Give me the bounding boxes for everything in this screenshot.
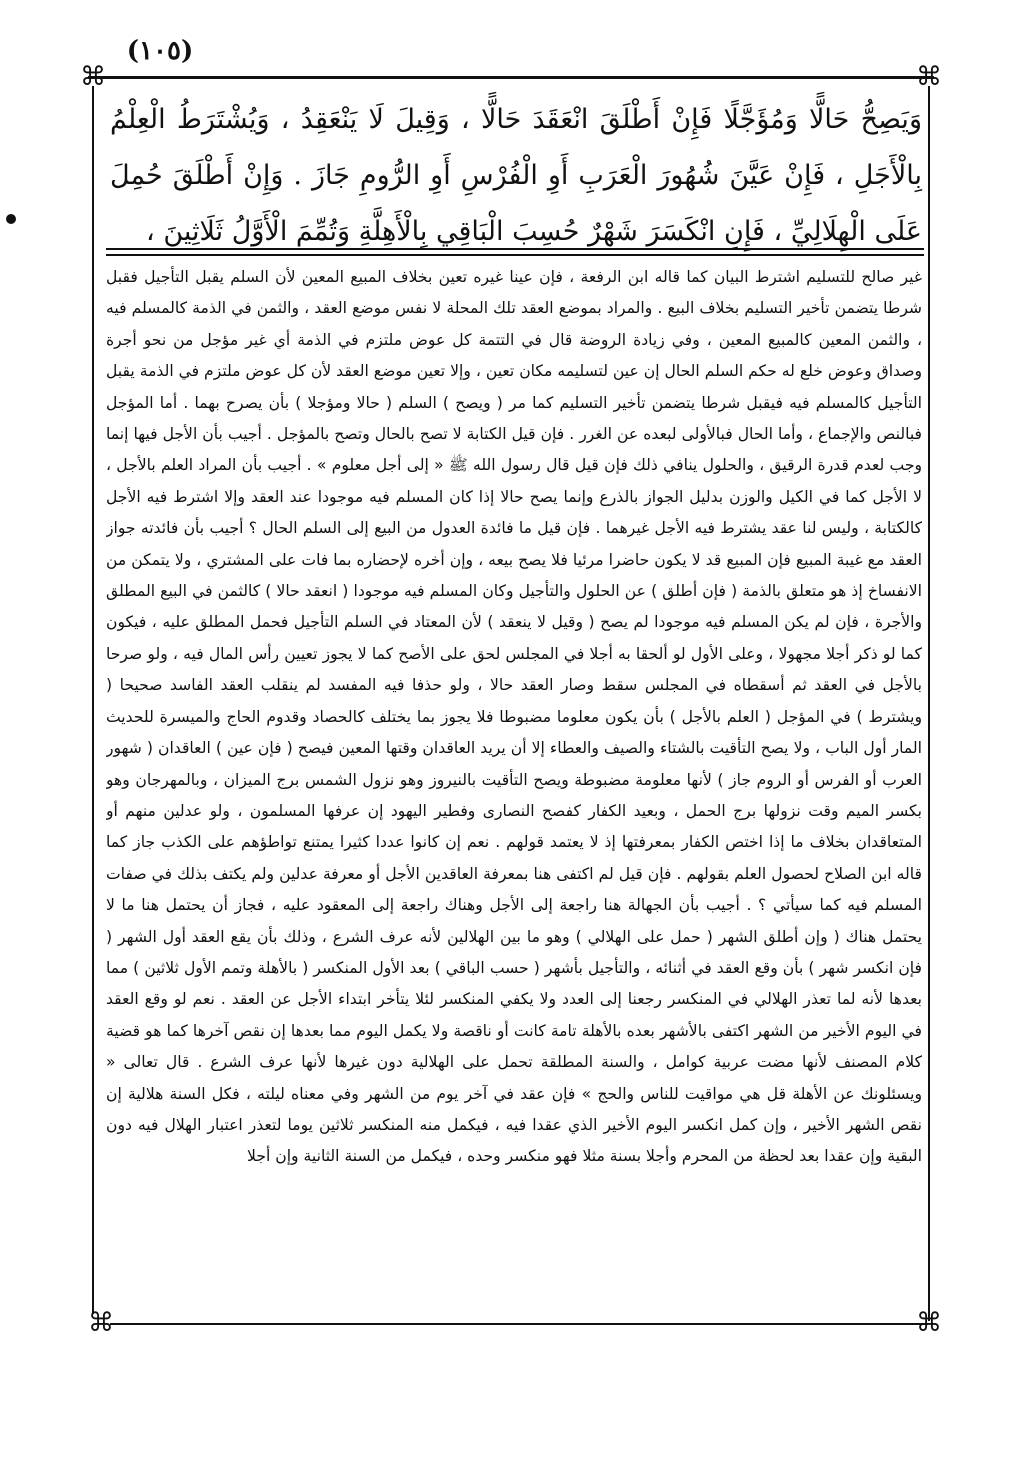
corner-ornament-icon: ⌘ — [916, 62, 942, 92]
corner-ornament-icon: ⌘ — [80, 62, 106, 92]
frame-right-rule — [928, 86, 930, 1321]
corner-ornament-icon: ⌘ — [88, 1308, 114, 1338]
commentary-paragraph: غير صالح للتسليم اشترط البيان كما قاله ابن الرفعة ، فإن عينا غيره تعين بخلاف المبيع المعين لأن السلم يقبل التأجيل فقبل شرطا يتضمن تأخير التسليم بخلاف البيع . والمراد بموضع العقد تلك المحلة لا نفس موضع العقد ، والثمن في الذمة كالمسلم فيه ، والثمن المعين كالمبيع المعين ، وفي زيادة الروضة قال في التتمة كل عوض ملتزم في الذمة أي غير مؤجل من نحو أجرة وصداق وعوض خلع له حكم السلم الحال إن عين لتسليمه مكان تعين ، وإلا تعين موضع العقد لأن كل عوض ملتزم في الذمة يقبل التأجيل كالمسلم فيه فيقبل شرطا يتضمن تأخير التسليم كما مر ( ويصح ) السلم ( حالا ومؤجلا ) بأن يصرح بهما . أما المؤجل فبالنص والإجماع ، وأما الحال فبالأولى لبعده عن الغرر . فإن قيل الكتابة لا تصح بالحال وتصح بالمؤجل . أجيب بأن الأجل فيها إنما وجب لعدم قدرة الرقيق ، والحلول ينافي ذلك فإن قيل قال رسول الله ﷺ « إلى أجل معلوم » . أجيب بأن المراد العلم بالأجل ، لا الأجل كما في الكيل والوزن بدليل الجواز بالذرع وإنما يصح حالا إذا كان المسلم فيه موجودا عند العقد وإلا اشترط فيه الأجل كالكتابة ، وليس لنا عقد يشترط فيه الأجل غيرهما . فإن قيل ما فائدة العدول من البيع إلى السلم الحال ؟ أجيب بأن فائدته جواز العقد مع غيبة المبيع فإن المبيع قد لا يكون حاضرا مرئيا فلا يصح بيعه ، وإن أخره لإحضاره بما فات على المشتري ، ولا يتمكن من الانفساخ إذ هو متعلق بالذمة ( فإن أطلق ) عن الحلول والتأجيل وكان المسلم فيه موجودا ( انعقد حالا ) كالثمن في البيع المطلق والأجرة ، فإن لم يكن المسلم فيه موجودا لم يصح ( وقيل لا ينعقد ) لأن المعتاد في السلم التأجيل فحمل المطلق عليه ، فيكون كما لو ذكر أجلا مجهولا ، وعلى الأول لو ألحقا به أجلا في المجلس لحق على الأصح كما لا يجوز تعيين رأس المال فيه ، ولو صرحا بالأجل في العقد ثم أسقطاه في المجلس سقط وصار العقد حالا ، ولو حذفا فيه المفسد لم ينقلب العقد الفاسد صحيحا ( ويشترط ) في المؤجل ( العلم بالأجل ) بأن يكون معلوما مضبوطا فلا يجوز بما يختلف كالحصاد وقدوم الحاج والميسرة للحديث المار أول الباب ، ولا يصح التأقيت بالشتاء والصيف والعطاء إلا أن يريد العاقدان وقتها المعين فيصح ( فإن عين ) العاقدان ( شهور العرب أو الفرس أو الروم جاز ) لأنها معلومة مضبوطة ويصح التأقيت بالنيروز وهو نزول الشمس برج الميزان ، وبالمهرجان وهو بكسر الميم وقت نزولها برج الحمل ، وبعيد الكفار كفصح النصارى وفطير اليهود إن عرفها المسلمون ، ولو عدلين منهم أو المتعاقدان بخلاف ما إذا اختص الكفار بمعرفتها إذ لا يعتمد قولهم . نعم إن كانوا عددا كثيرا يمتنع تواطؤهم على الكذب جاز كما قاله ابن الصلاح لحصول العلم بقولهم . فإن قيل لم اكتفى هنا بمعرفة العاقدين الأجل أو معرفة عدلين ولم يكتف بذلك في صفات المسلم فيه كما سيأتي ؟ . أجيب بأن الجهالة هنا راجعة إلى الأجل وهناك راجعة إلى المعقود عليه ، فجاز أن يحتمل هنا ما لا يحتمل هناك ( وإن أطلق الشهر ( حمل على الهلالي ) وهو ما بين الهلالين لأنه عرف الشرع ، وذلك بأن يقع العقد أول الشهر ( فإن انكسر شهر ) بأن وقع العقد في أثنائه ، والتأجيل بأشهر ( حسب الباقي ) بعد الأول المنكسر ( بالأهلة وتمم الأول ثلاثين ) مما بعدها لأنه لما تعذر الهلالي في المنكسر رجعنا إلى العدد ولا يكفي المنكسر لئلا يتأخر ابتداء الأجل عن العقد . نعم لو وقع العقد في اليوم الأخير من الشهر اكتفى بالأشهر بعده بالأهلة تامة كانت أو ناقصة ولا يكمل اليوم مما بعدها إن نقص آخرها كما هو قضية كلام المصنف لأنها مضت عربية كوامل ، والسنة المطلقة تحمل على الهلالية دون غيرها لأنها عرف الشرع . قال تعالى « ويسئلونك عن الأهلة قل هي مواقيت للناس والحج » فإن عقد في آخر يوم من الشهر وفي معناه ليلته ، فكل السنة هلالية إن نقص الشهر الأخير ، وإن كمل انكسر اليوم الأخير الذي عقدا فيه ، فيكمل منه المنكسر ثلاثين يوما لتعذر اعتبار الهلال فيه دون البقية وإن عقدا بعد لحظة من المحرم وأجلا بسنة مثلا فهو منكسر وحده ، فيكمل من السنة الثانية وإن أجلا — [106, 268, 922, 1166]
section-divider — [106, 248, 924, 256]
commentary-text — [106, 262, 922, 1312]
main-text-paragraph: وَيَصِحُّ حَالًّا وَمُؤَجَّلًا فَإِنْ أَطْلَقَ انْعَقَدَ حَالًّا ، وَقِيلَ لَا يَنْعَقِدُ ، وَيُشْتَرَطُ الْعِلْمُ بِالْأَجَلِ ، فَإِنْ عَيَّنَ شُهُورَ الْعَرَبِ أَوِ الْفُرْسِ أَوِ الرُّومِ جَازَ . وَإِنْ أَطْلَقَ حُمِلَ عَلَى الْهِلَالِيِّ ، فَإِنِ انْكَسَرَ شَهْرٌ حُسِبَ الْبَاقِي بِالْأَهِلَّةِ وَتُمِّمَ الْأَوَّلُ ثَلَاثِينَ ، — [110, 104, 922, 247]
corner-ornament-icon: ⌘ — [916, 1308, 942, 1338]
frame-top-rule — [88, 76, 934, 79]
margin-mark — [6, 214, 16, 224]
main-text — [110, 92, 922, 260]
page-number: (١٠٥) — [126, 36, 194, 66]
frame-bottom-rule — [110, 1323, 928, 1325]
frame-left-rule — [92, 86, 94, 1314]
